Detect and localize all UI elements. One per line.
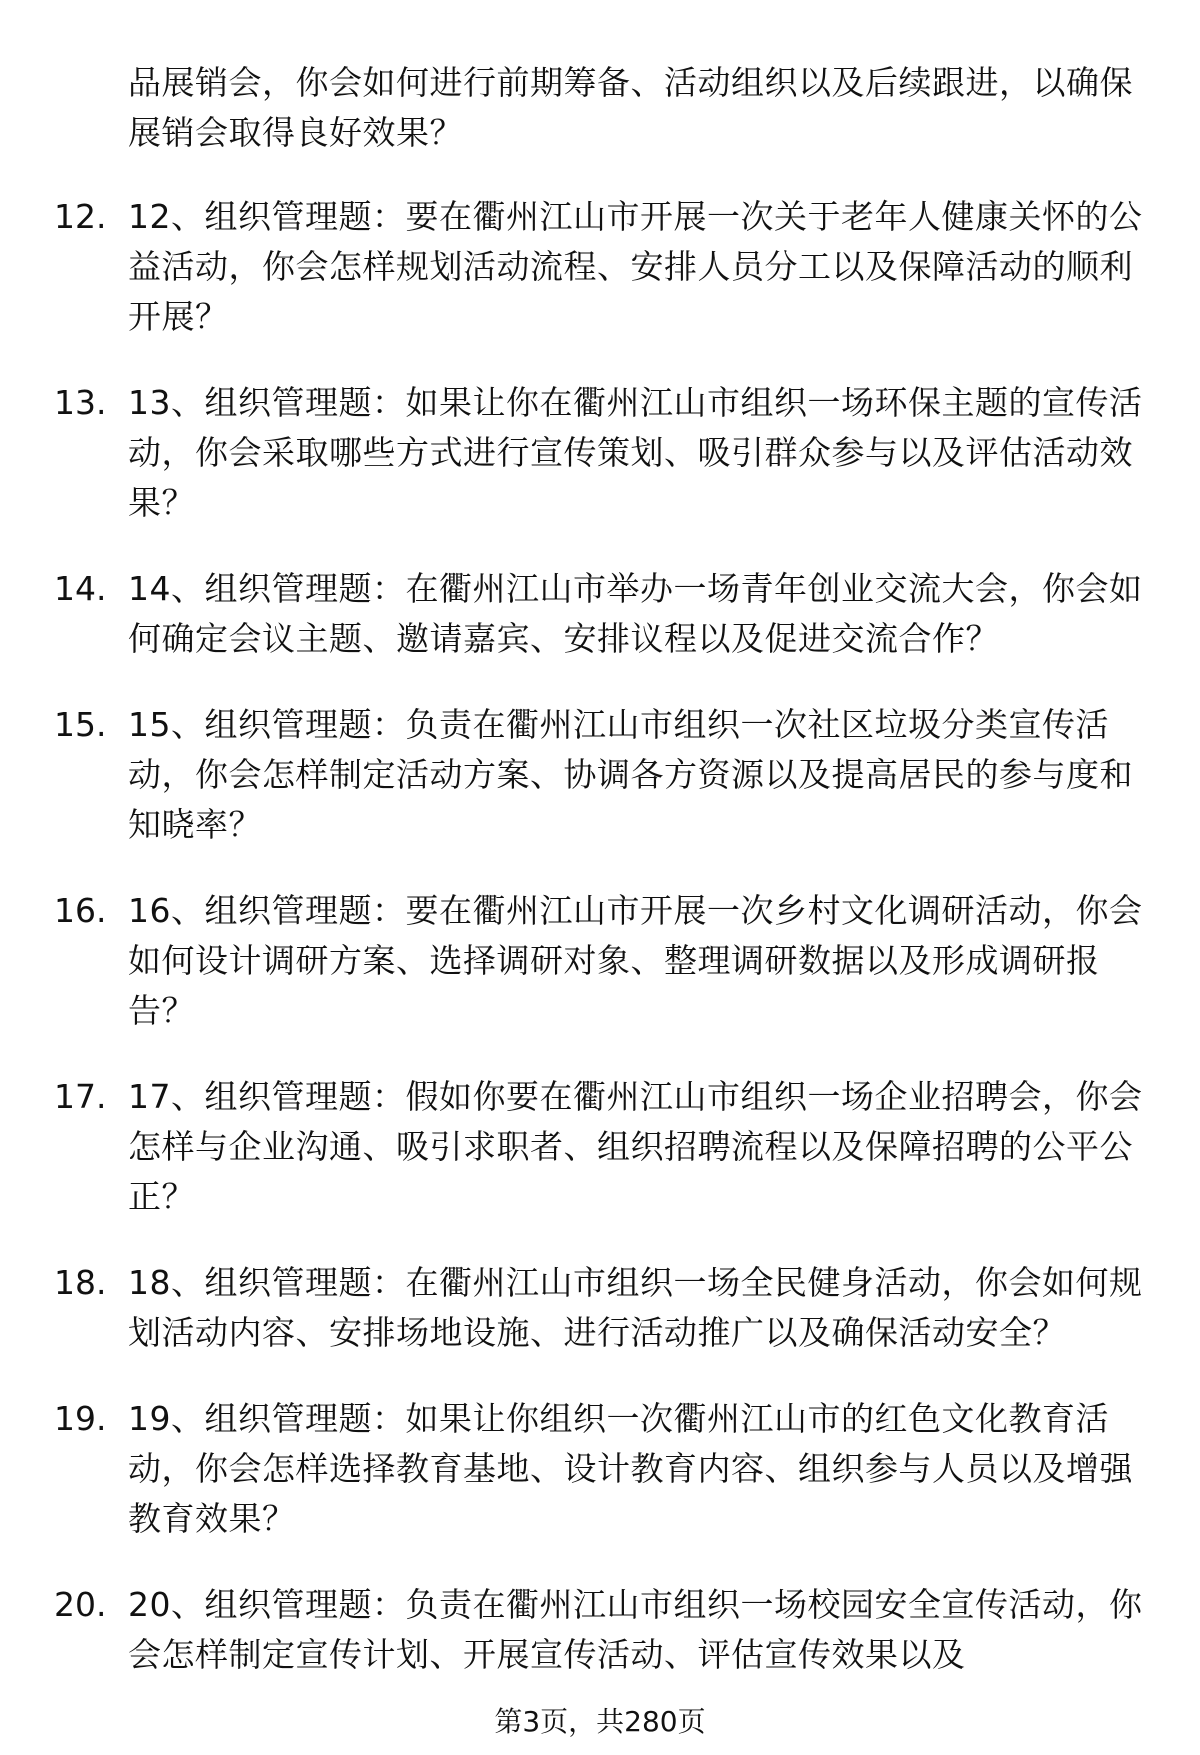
list-item-number: 15.: [54, 705, 107, 744]
list-item-text: 15、组织管理题：负责在衢州江山市组织一次社区垃圾分类宣传活动，你会怎样制定活动方案、协调各方资源以及提高居民的参与度和知晓率？: [128, 705, 1133, 844]
continued-question-text: 品展销会，你会如何进行前期筹备、活动组织以及后续跟进，以确保展销会取得良好效果？: [128, 63, 1133, 152]
list-item: [0, 564, 1200, 664]
list-item-text: 14、组织管理题：在衢州江山市举办一场青年创业交流大会，你会如何确定会议主题、邀请嘉宾、安排议程以及促进交流合作？: [128, 569, 1143, 658]
list-item-number: 17.: [54, 1077, 107, 1116]
list-item-text: 16、组织管理题：要在衢州江山市开展一次乡村文化调研活动，你会如何设计调研方案、选择调研对象、整理调研数据以及形成调研报告？: [128, 891, 1143, 1030]
list-item-text: 12、组织管理题：要在衢州江山市开展一次关于老年人健康关怀的公益活动，你会怎样规划活动流程、安排人员分工以及保障活动的顺利开展？: [128, 197, 1143, 336]
list-item: [0, 192, 1200, 342]
list-item-text: 18、组织管理题：在衢州江山市组织一场全民健身活动，你会如何规划活动内容、安排场地设施、进行活动推广以及确保活动安全？: [128, 1263, 1143, 1352]
list-item-text: 17、组织管理题：假如你要在衢州江山市组织一场企业招聘会，你会怎样与企业沟通、吸引求职者、组织招聘流程以及保障招聘的公平公正？: [128, 1077, 1143, 1216]
list-item-number: 14.: [54, 569, 107, 608]
list-item-number: 19.: [54, 1399, 107, 1438]
list-item-text: 19、组织管理题：如果让你组织一次衢州江山市的红色文化教育活动，你会怎样选择教育基地、设计教育内容、组织参与人员以及增强教育效果？: [128, 1399, 1133, 1538]
list-item-text: 20、组织管理题：负责在衢州江山市组织一场校园安全宣传活动，你会怎样制定宣传计划、开展宣传活动、评估宣传效果以及: [128, 1585, 1143, 1674]
list-item: [0, 1394, 1200, 1544]
list-item-number: 20.: [54, 1585, 107, 1624]
list-item-number: 18.: [54, 1263, 107, 1302]
list-item: [0, 1580, 1200, 1680]
list-item-number: 13.: [54, 383, 107, 422]
list-item-text: 13、组织管理题：如果让你在衢州江山市组织一场环保主题的宣传活动，你会采取哪些方式进行宣传策划、吸引群众参与以及评估活动效果？: [128, 383, 1143, 522]
list-item: [0, 1072, 1200, 1222]
list-item-number: 16.: [54, 891, 107, 930]
list-item: [0, 886, 1200, 1036]
list-item: [0, 378, 1200, 528]
page-number-footer: 第3页，共280页: [494, 1705, 706, 1738]
question-list: [0, 192, 1200, 1716]
list-item: [0, 700, 1200, 850]
list-item-number: 12.: [54, 197, 107, 236]
list-item: [0, 1258, 1200, 1358]
